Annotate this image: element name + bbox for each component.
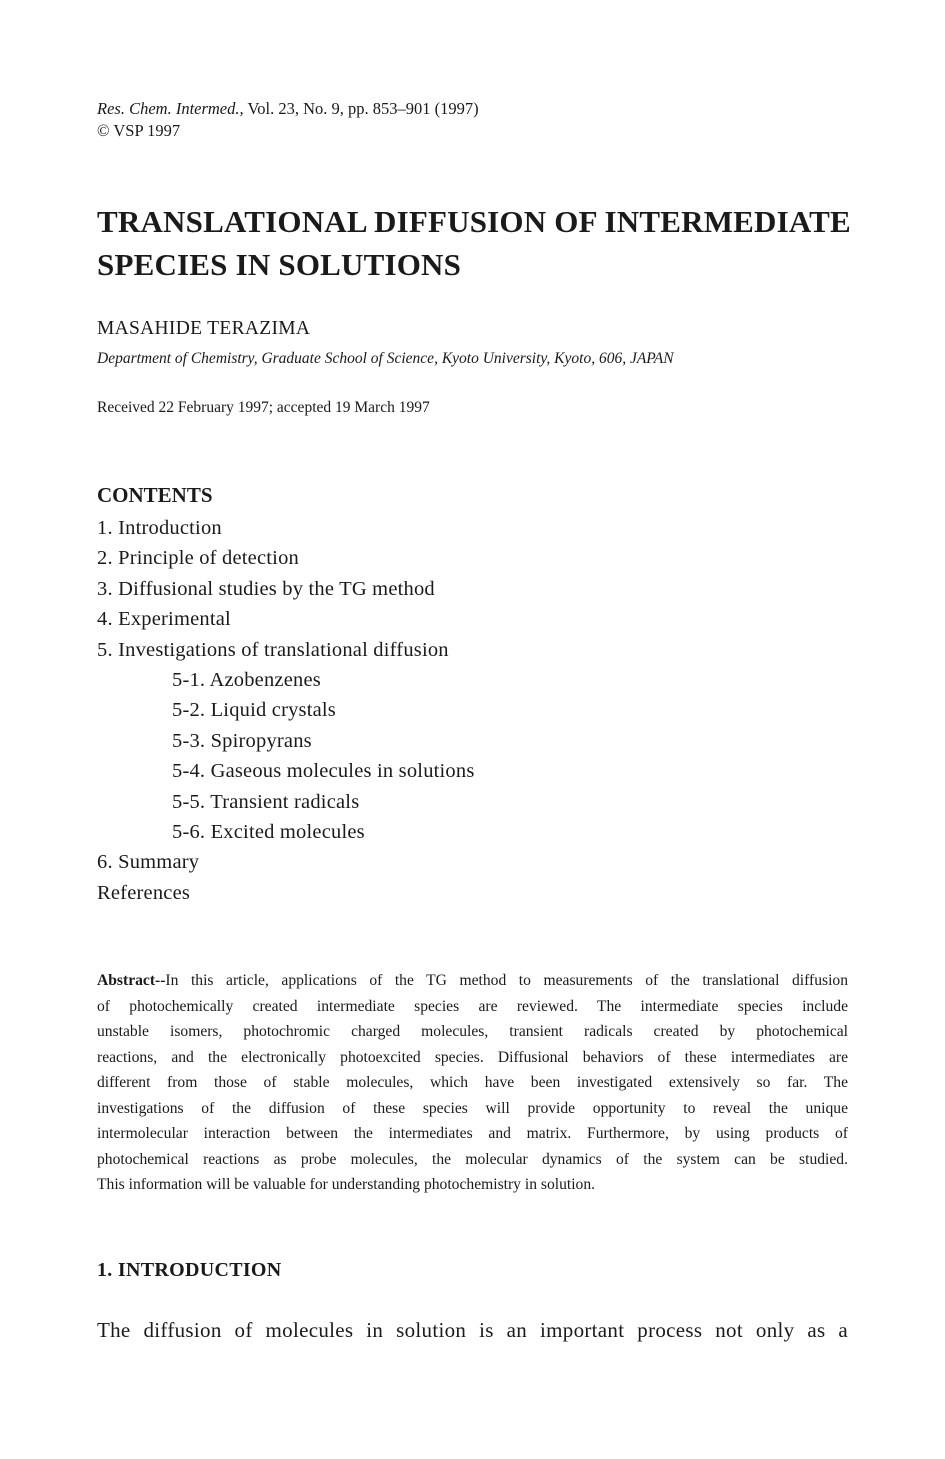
toc-item: 2. Principle of detection (97, 547, 299, 570)
title-line-1: TRANSLATIONAL DIFFUSION OF INTERMEDIATE (97, 204, 851, 239)
abstract-line: photochemical reactions as probe molecules, the molecular dynamics of the system can be studied. (97, 1150, 848, 1168)
article-title (97, 200, 851, 286)
abstract-line: intermolecular interaction between the intermediates and matrix. Furthermore, by using products of (97, 1125, 848, 1142)
abstract-label: Abstract-- (97, 972, 166, 989)
toc-subitem: 5-4. Gaseous molecules in solutions (172, 760, 475, 783)
toc-item: 5. Investigations of translational diffusion (97, 638, 449, 661)
author-name: MASAHIDE TERAZIMA (97, 318, 311, 339)
abstract-line: different from those of stable molecules, which have been investigated extensively so far. The (97, 1074, 848, 1091)
toc-item: 6. Summary (97, 851, 200, 874)
toc-item: References (97, 881, 191, 904)
author-affiliation: Department of Chemistry, Graduate School of Science, Kyoto University, Kyoto, 606, JAPAN (97, 350, 674, 367)
toc-item: 4. Experimental (97, 608, 231, 631)
toc-subitem: 5-6. Excited molecules (172, 820, 365, 843)
abstract-line: Abstract--In this article, applications of the TG method to measurements of the translational diffusion (97, 972, 848, 989)
abstract-line: unstable isomers, photochromic charged molecules, transient radicals created by photochemical (97, 1023, 848, 1040)
toc-subitem: 5-5. Transient radicals (172, 790, 360, 813)
toc-subitem: 5-1. Azobenzenes (172, 668, 321, 691)
title-line-2: SPECIES IN SOLUTIONS (97, 247, 462, 282)
copyright-line: © VSP 1997 (97, 121, 181, 140)
abstract-line: of photochemically created intermediate species are reviewed. The intermediate species include (97, 997, 848, 1015)
toc-subitem: 5-2. Liquid crystals (172, 699, 336, 722)
received-dates: Received 22 February 1997; accepted 19 March 1997 (97, 399, 430, 416)
body-paragraph: The diffusion of molecules in solution is an important process not only as a (97, 1318, 848, 1342)
toc-subitem: 5-3. Spiropyrans (172, 729, 312, 752)
section-heading-introduction: 1. INTRODUCTION (97, 1259, 282, 1281)
abstract-line: reactions, and the electronically photoexcited species. Diffusional behaviors of these intermediates are (97, 1048, 848, 1066)
abstract (97, 968, 848, 1198)
citation-line: Res. Chem. Intermed., Vol. 23, No. 9, pp. 853–901 (1997) (97, 99, 479, 118)
toc-item: 3. Diffusional studies by the TG method (97, 577, 435, 600)
contents-heading: CONTENTS (97, 483, 213, 507)
abstract-line: investigations of the diffusion of these species will provide opportunity to reveal the unique (97, 1099, 848, 1117)
table-of-contents (97, 513, 475, 908)
journal-citation (97, 98, 479, 142)
toc-item: 1. Introduction (97, 517, 222, 539)
abstract-line: This information will be valuable for understanding photochemistry in solution. (97, 1176, 596, 1193)
